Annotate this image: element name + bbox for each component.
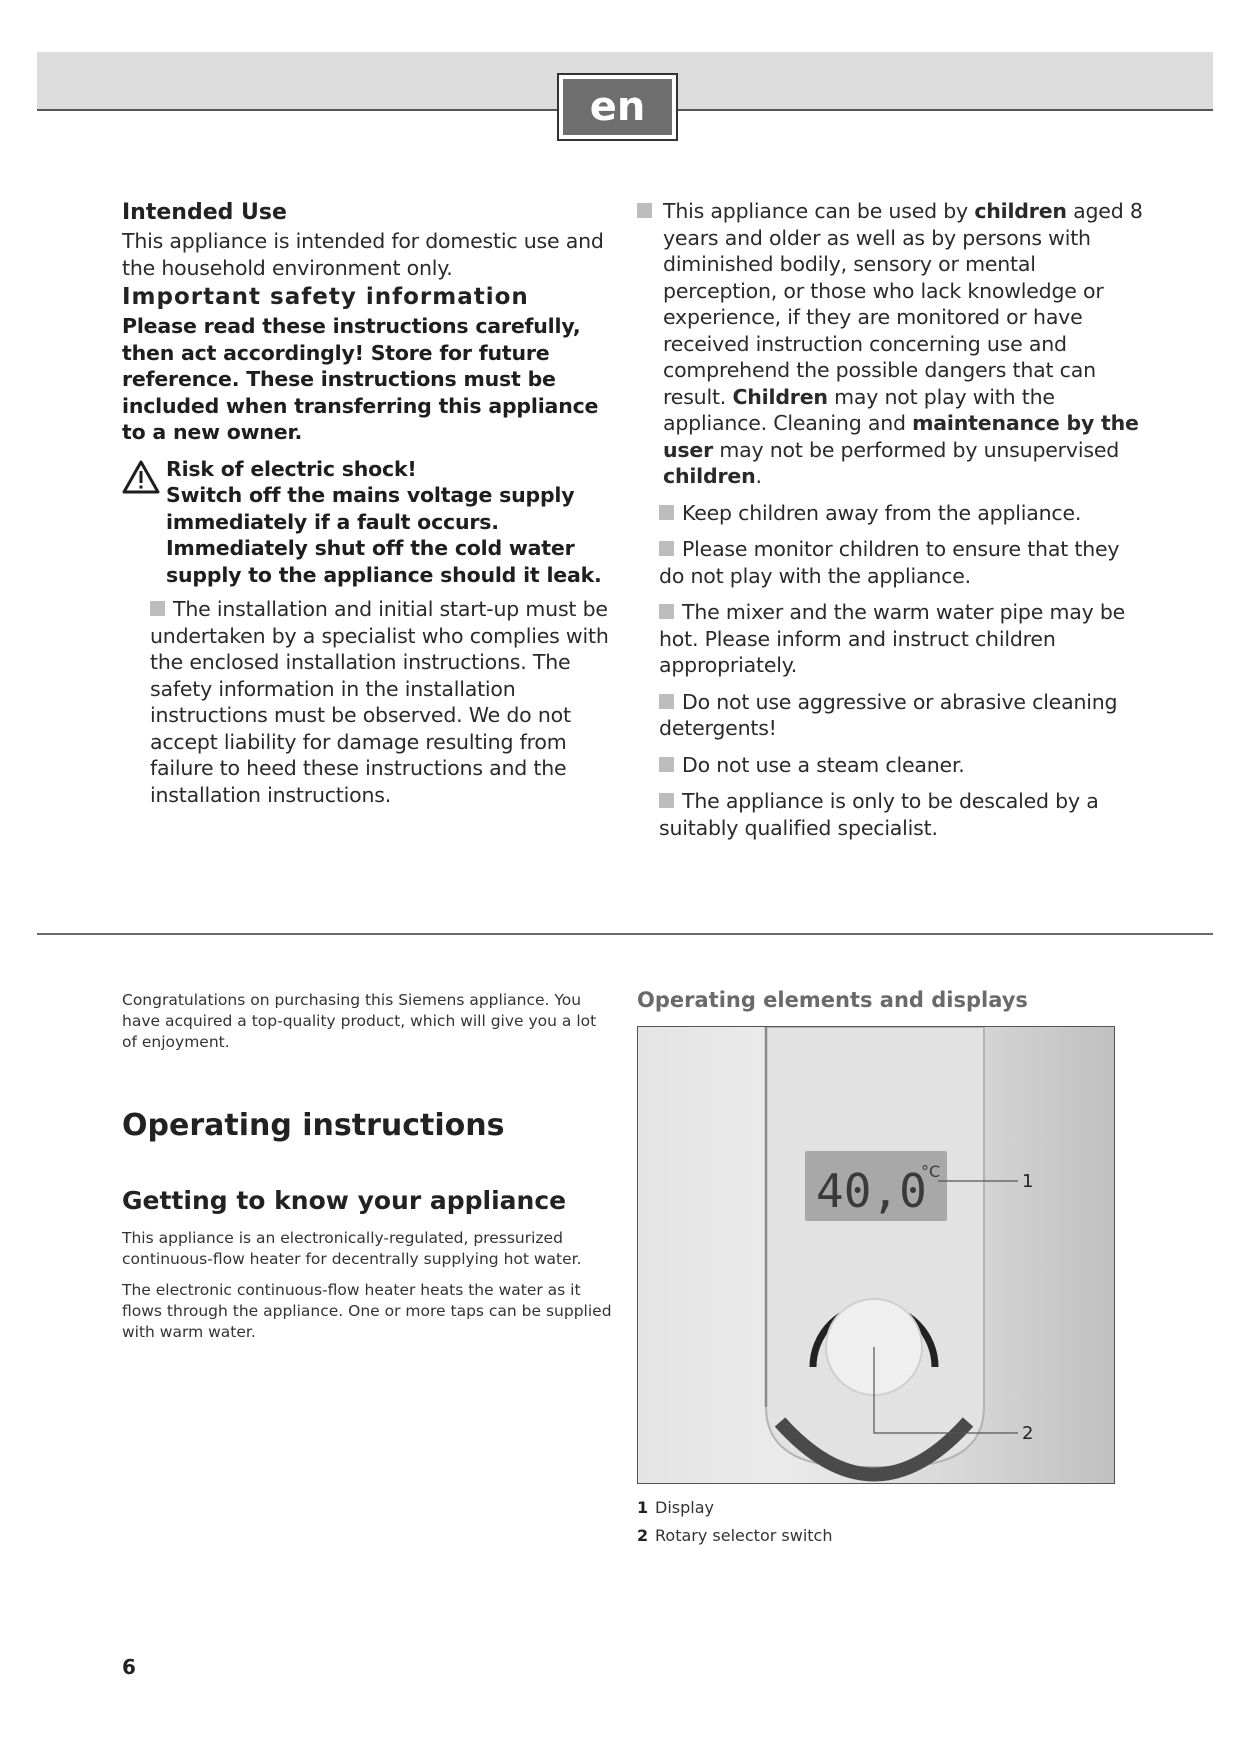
safety-item bbox=[659, 599, 1147, 679]
safety-item-text: Please monitor children to ensure that they do not play with the appliance. bbox=[659, 537, 1120, 588]
warning-triangle-icon bbox=[122, 460, 160, 494]
right-column bbox=[637, 198, 1147, 851]
callout-number: 2 bbox=[1022, 1423, 1034, 1444]
legend-number: 2 bbox=[637, 1526, 649, 1545]
children-part-bold: Children bbox=[732, 384, 828, 409]
figure-legend-item bbox=[637, 1498, 714, 1517]
legend-label: Display bbox=[655, 1498, 714, 1517]
children-part: This appliance can be used by bbox=[663, 199, 975, 223]
bullet-square-icon bbox=[659, 757, 674, 772]
bullet-square-icon bbox=[659, 793, 674, 808]
bullet-square-icon bbox=[659, 505, 674, 520]
safety-item bbox=[659, 536, 1147, 589]
installation-bullet bbox=[122, 596, 622, 808]
front-panel bbox=[766, 1027, 984, 1467]
safety-item-text: The mixer and the warm water pipe may be hot. Please inform and instruct children appropriately. bbox=[659, 600, 1126, 677]
language-tab bbox=[557, 73, 678, 141]
bullet-square-icon bbox=[637, 203, 652, 218]
children-part-bold: children bbox=[663, 464, 756, 488]
bullet-square-icon bbox=[659, 541, 674, 556]
warning-line: Risk of electric shock! bbox=[166, 456, 417, 481]
legend-label: Rotary selector switch bbox=[655, 1526, 833, 1545]
bullet-square-icon bbox=[659, 604, 674, 619]
appliance-figure bbox=[637, 1026, 1115, 1484]
safety-item-text: Do not use aggressive or abrasive cleaning detergents! bbox=[659, 689, 1118, 740]
safety-item-text: Do not use a steam cleaner. bbox=[682, 752, 965, 777]
intended-use-heading: Intended Use bbox=[122, 200, 287, 225]
appliance-illustration bbox=[638, 1027, 1115, 1484]
left-column bbox=[122, 198, 622, 808]
children-item bbox=[637, 198, 1147, 490]
children-part-bold: children bbox=[974, 199, 1067, 223]
operating-elements-title: Operating elements and displays bbox=[637, 988, 1028, 1012]
safety-item-text: Keep children away from the appliance. bbox=[682, 500, 1082, 525]
installation-text: The installation and initial start-up must be undertaken by a specialist who complies with the enclosed installation instructions. The safety information in the installation instructions must be observed. We do not accept liability for damage resulting from failure to heed these instructions and the installation instructions. bbox=[150, 597, 609, 807]
children-part: . bbox=[755, 464, 762, 488]
safety-item bbox=[659, 752, 1147, 779]
bullet-square-icon bbox=[659, 694, 674, 709]
display-unit: °C bbox=[921, 1162, 941, 1181]
warning-line: Switch off the mains voltage supply immediately if a fault occurs. bbox=[166, 483, 575, 534]
children-part-bold: maintenance by the user bbox=[663, 411, 1139, 462]
electric-shock-warning bbox=[122, 456, 622, 589]
safety-intro: Please read these instructions carefully, then act accordingly! Store for future reference. These instructions must be included when transferring this appliance to a new owner. bbox=[122, 314, 599, 444]
safety-item bbox=[659, 500, 1147, 527]
operating-instructions-title: Operating instructions bbox=[122, 1108, 505, 1143]
language-label: en bbox=[563, 79, 672, 135]
children-part: may not be performed by unsupervised bbox=[713, 437, 1120, 462]
children-part: may not play with the appliance. Cleaning and bbox=[663, 384, 1055, 435]
appliance-description: This appliance is an electronically-regulated, pressurized continuous-flow heater for decentrally supplying hot water. bbox=[122, 1229, 582, 1268]
intended-use-text: This appliance is intended for domestic use and the household environment only. bbox=[122, 229, 604, 280]
getting-to-know-title: Getting to know your appliance bbox=[122, 1186, 567, 1215]
bullet-square-icon bbox=[150, 601, 165, 616]
heater-description: The electronic continuous-flow heater heats the water as it flows through the appliance. One or more taps can be supplied with warm water. bbox=[122, 1281, 612, 1341]
safety-item bbox=[659, 689, 1147, 742]
congratulations-text: Congratulations on purchasing this Siemens appliance. You have acquired a top-quality product, which will give you a lot of enjoyment. bbox=[122, 991, 597, 1051]
display-value: 40,0 bbox=[816, 1164, 927, 1218]
figure-legend-item bbox=[637, 1526, 832, 1545]
legend-number: 1 bbox=[637, 1498, 649, 1517]
callout-number: 1 bbox=[1022, 1171, 1034, 1192]
safety-item bbox=[659, 788, 1147, 841]
safety-item-text: The appliance is only to be descaled by a suitably qualified specialist. bbox=[659, 789, 1099, 840]
safety-heading: Important safety information bbox=[122, 284, 529, 310]
section-divider bbox=[37, 933, 1213, 935]
warning-line: Immediately shut off the cold water supply to the appliance should it leak. bbox=[166, 536, 602, 587]
children-part: aged 8 years and older as well as by persons with diminished bodily, sensory or mental perception, or those who lack knowledge or experience, if they are monitored or have received instruction concerning use and comprehend the possible dangers that can result. bbox=[663, 199, 1143, 409]
page-number: 6 bbox=[122, 1655, 136, 1679]
